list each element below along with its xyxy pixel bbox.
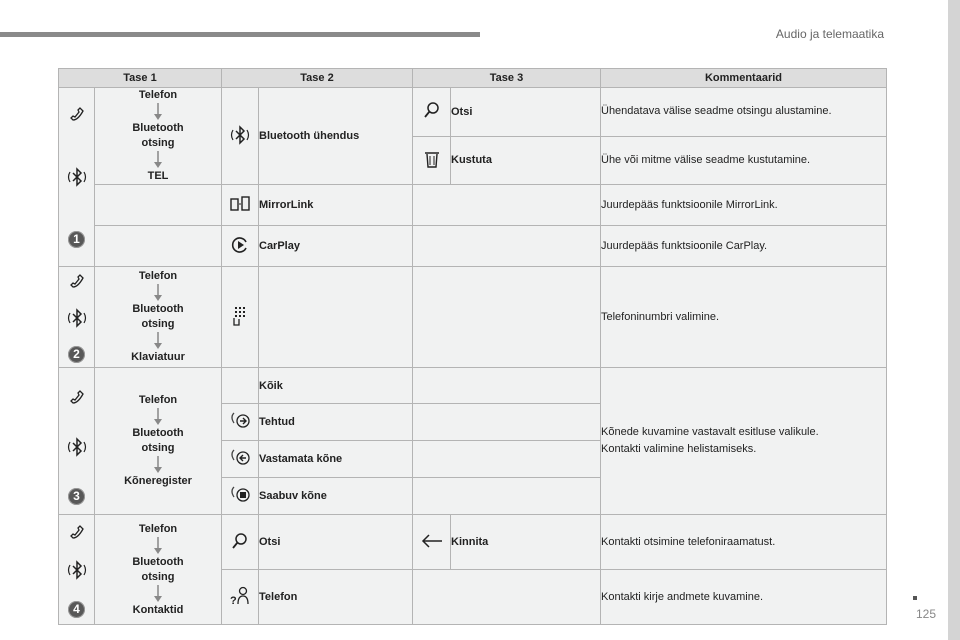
saabuv-label[interactable]: Saabuv kõne xyxy=(259,478,413,515)
level-badge-4: 4 xyxy=(68,601,85,618)
search-icon[interactable] xyxy=(231,532,249,550)
arrow-left-icon[interactable] xyxy=(420,532,444,550)
chain-kontaktid: Kontaktid xyxy=(132,603,184,616)
chain-telefon: Telefon xyxy=(138,89,178,101)
confirm-icon-cell xyxy=(413,515,451,570)
carplay-icon[interactable] xyxy=(230,235,250,255)
empty-cell xyxy=(413,478,601,515)
empty-cell xyxy=(259,267,413,368)
mirrorlink-label[interactable]: MirrorLink xyxy=(259,185,413,226)
group2-chain xyxy=(95,267,222,368)
call-log-comment xyxy=(601,368,887,515)
menu-table xyxy=(58,68,887,625)
phone-icon xyxy=(69,273,85,289)
empty-cell xyxy=(413,368,601,404)
empty-cell xyxy=(95,226,222,267)
chain-bluetooth: Bluetooth otsing xyxy=(132,303,184,330)
empty-cell xyxy=(413,185,601,226)
group4-icons xyxy=(59,515,95,625)
keypad-icon[interactable] xyxy=(230,305,250,327)
group1-chain xyxy=(95,88,222,185)
empty-cell xyxy=(413,267,601,368)
keypad-comment: Telefoninumbri valimine. xyxy=(601,267,887,368)
table-row xyxy=(59,267,887,368)
group4-chain xyxy=(95,515,222,625)
table-row xyxy=(59,185,887,226)
outgoing-call-icon[interactable] xyxy=(228,411,252,431)
chain-telefon: Telefon xyxy=(138,270,178,282)
chain-bluetooth: Bluetooth otsing xyxy=(132,555,184,583)
bluetooth-icon xyxy=(66,559,88,581)
page-edge-strip xyxy=(948,0,960,640)
group3-icons xyxy=(59,368,95,515)
arrow-down-icon xyxy=(153,537,163,555)
contact-telefon-comment: Kontakti kirje andmete kuvamine. xyxy=(601,570,887,625)
missed-call-icon-cell xyxy=(222,441,259,478)
arrow-down-icon xyxy=(153,585,163,603)
carplay-label[interactable]: CarPlay xyxy=(259,226,413,267)
contact-telefon-label[interactable]: Telefon xyxy=(259,570,413,625)
header-comments: Kommentaarid xyxy=(601,69,887,88)
kustuta-comment: Ühe või mitme välise seadme kustutamine. xyxy=(601,136,887,185)
otsi-label[interactable]: Otsi xyxy=(451,88,601,137)
empty-cell xyxy=(413,441,601,478)
outgoing-call-icon-cell xyxy=(222,404,259,441)
contact-otsi-comment: Kontakti otsimine telefoniraamatust. xyxy=(601,515,887,570)
mirrorlink-icon-cell xyxy=(222,185,259,226)
mirrorlink-icon[interactable] xyxy=(229,194,251,214)
bullet-mark xyxy=(913,596,917,600)
search-icon-cell xyxy=(413,88,451,137)
keypad-icon-cell xyxy=(222,267,259,368)
trash-icon-cell xyxy=(413,136,451,185)
phone-icon xyxy=(69,106,85,122)
header-level2: Tase 2 xyxy=(222,69,413,88)
vastamata-label[interactable]: Vastamata kõne xyxy=(259,441,413,478)
arrow-down-icon xyxy=(153,284,163,302)
arrow-down-icon xyxy=(153,332,163,350)
group1-icons xyxy=(59,88,95,267)
incoming-call-icon-cell xyxy=(222,478,259,515)
bluetooth-icon xyxy=(66,436,88,458)
kustuta-label[interactable]: Kustuta xyxy=(451,136,601,185)
arrow-down-icon xyxy=(153,103,163,121)
arrow-down-icon xyxy=(153,408,163,426)
kinnita-label[interactable]: Kinnita xyxy=(451,515,601,570)
empty-cell xyxy=(413,404,601,441)
phone-icon xyxy=(69,524,85,540)
phone-icon xyxy=(69,389,85,405)
table-row xyxy=(59,368,887,404)
table-header-row xyxy=(59,69,887,88)
group2-icons xyxy=(59,267,95,368)
mirrorlink-comment: Juurdepääs funktsioonile MirrorLink. xyxy=(601,185,887,226)
trash-icon[interactable] xyxy=(424,150,440,168)
arrow-down-icon xyxy=(153,456,163,474)
koik-label[interactable]: Kõik xyxy=(259,368,413,404)
carplay-icon-cell xyxy=(222,226,259,267)
group3-chain xyxy=(95,368,222,515)
contact-details-icon-cell xyxy=(222,570,259,625)
chain-telefon: Telefon xyxy=(138,394,178,406)
empty-cell xyxy=(413,570,601,625)
table-row xyxy=(59,515,887,570)
bluetooth-connection-icon-cell xyxy=(222,88,259,185)
chain-telefon: Telefon xyxy=(138,522,178,535)
level-badge-3: 3 xyxy=(68,488,85,505)
bluetooth-connection-label[interactable]: Bluetooth ühendus xyxy=(259,88,413,185)
table-row xyxy=(59,226,887,267)
header-bar xyxy=(0,32,480,37)
otsi-comment: Ühendatava välise seadme otsingu alustamine. xyxy=(601,88,887,137)
contact-search-icon-cell xyxy=(222,515,259,570)
empty-cell xyxy=(413,226,601,267)
page-number: 125 xyxy=(915,607,936,621)
table-row xyxy=(59,88,887,137)
header-level1: Tase 1 xyxy=(59,69,222,88)
incoming-call-icon[interactable] xyxy=(228,485,252,505)
level-badge-2: 2 xyxy=(68,346,85,363)
carplay-comment: Juurdepääs funktsioonile CarPlay. xyxy=(601,226,887,267)
empty-cell xyxy=(222,368,259,404)
arrow-down-icon xyxy=(153,151,163,169)
chain-tel: TEL xyxy=(147,170,169,182)
chain-bluetooth: Bluetooth otsing xyxy=(132,122,184,149)
chain-klaviatuur: Klaviatuur xyxy=(131,351,185,363)
bluetooth-icon xyxy=(66,307,88,329)
bluetooth-icon xyxy=(66,166,88,188)
contact-otsi-label[interactable]: Otsi xyxy=(259,515,413,570)
chain-koneregister: Kõneregister xyxy=(124,475,192,487)
svg-text:?: ? xyxy=(230,594,237,607)
call-log-comment-line2: Kontakti valimine helistamiseks. xyxy=(601,443,757,455)
missed-call-icon[interactable] xyxy=(228,448,252,468)
empty-cell xyxy=(95,185,222,226)
contact-details-icon[interactable] xyxy=(229,585,251,607)
header-title: Audio ja telemaatika xyxy=(775,27,884,41)
header-level3: Tase 3 xyxy=(413,69,601,88)
search-icon[interactable] xyxy=(423,101,441,119)
chain-bluetooth: Bluetooth otsing xyxy=(132,427,184,454)
bluetooth-icon[interactable] xyxy=(229,124,251,146)
call-log-comment-line1: Kõnede kuvamine vastavalt esitluse valikule. xyxy=(601,426,819,438)
tehtud-label[interactable]: Tehtud xyxy=(259,404,413,441)
level-badge-1: 1 xyxy=(68,231,85,248)
